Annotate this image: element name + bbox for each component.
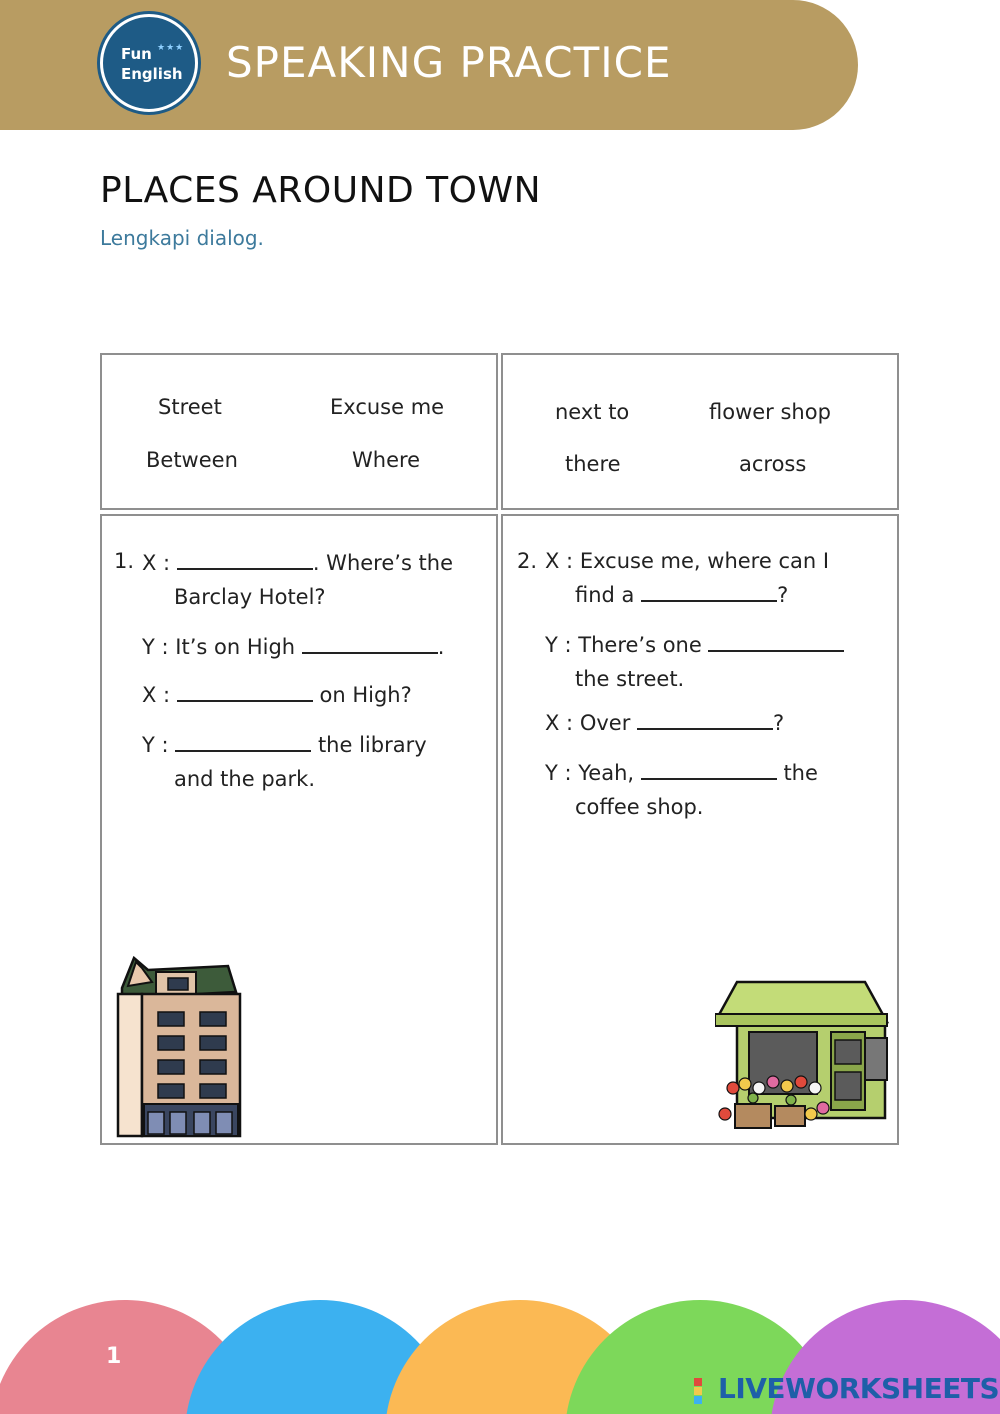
liveworksheets-brand[interactable]: LIVEWORKSHEETS <box>718 1372 1000 1405</box>
logo-text-english: English <box>121 65 183 83</box>
speaker-label: X : <box>545 549 574 573</box>
word-bank-box-1 <box>100 353 498 510</box>
dialog-text: find a <box>575 583 635 607</box>
word-bank-item: Street <box>158 395 222 419</box>
speaker-label: X : <box>545 711 574 735</box>
answer-blank[interactable] <box>302 632 438 654</box>
answer-blank[interactable] <box>641 758 777 780</box>
flower-shop-illustration <box>715 978 893 1140</box>
dialog-text: the street. <box>575 667 685 691</box>
dialog-text: Over <box>579 711 631 735</box>
dialog-line <box>142 678 412 712</box>
page-title: PLACES AROUND TOWN <box>100 170 542 211</box>
word-bank-item: next to <box>555 400 630 424</box>
dialog-line <box>142 546 453 580</box>
dialog-box-1 <box>100 514 498 1145</box>
dialog-number: 2. <box>517 549 538 573</box>
hotel-building-illustration <box>112 954 244 1140</box>
dialog-text: Yeah, <box>578 761 635 785</box>
dialog-line <box>545 756 818 790</box>
instruction-text: Lengkapi dialog. <box>100 226 264 250</box>
speaker-label: Y : <box>545 633 572 657</box>
dialog-line <box>575 578 788 612</box>
speaker-label: Y : <box>142 733 169 757</box>
dialog-text: It’s on High <box>175 635 296 659</box>
dialog-text: . Where’s the <box>312 551 454 575</box>
logo-stars-icon: ★★★ <box>157 43 185 53</box>
speaker-label: Y : <box>142 635 169 659</box>
answer-blank[interactable] <box>177 680 313 702</box>
dialog-text: the <box>783 761 818 785</box>
word-bank-item: Where <box>352 448 421 472</box>
answer-blank[interactable] <box>708 630 844 652</box>
dialog-box-2 <box>501 514 899 1145</box>
word-bank-item: flower shop <box>709 400 831 424</box>
dialog-line <box>142 728 427 762</box>
dialog-text: There’s one <box>578 633 702 657</box>
word-bank-item: across <box>739 452 807 476</box>
fun-english-logo <box>100 14 198 112</box>
logo-text-fun: Fun <box>121 45 152 63</box>
page-number: 1 <box>106 1344 122 1369</box>
liveworksheets-logo-icon <box>694 1378 712 1404</box>
dialog-text: coffee shop. <box>575 795 704 819</box>
answer-blank[interactable] <box>177 548 313 570</box>
dialog-text: the library <box>317 733 427 757</box>
dialog-text: and the park. <box>174 767 315 791</box>
dialog-line <box>545 628 844 662</box>
speaker-label: X : <box>142 551 171 575</box>
word-bank-box-2 <box>501 353 899 510</box>
word-bank-item: Between <box>146 448 238 472</box>
word-bank-item: there <box>565 452 621 476</box>
dialog-text: on High? <box>319 683 412 707</box>
answer-blank[interactable] <box>175 730 311 752</box>
answer-blank[interactable] <box>637 708 773 730</box>
speaker-label: X : <box>142 683 171 707</box>
dialog-line <box>142 630 444 664</box>
dialog-text: Excuse me, where can I <box>579 549 830 573</box>
dialog-text: . <box>437 635 445 659</box>
banner-title: SPEAKING PRACTICE <box>226 38 672 87</box>
speaker-label: Y : <box>545 761 572 785</box>
answer-blank[interactable] <box>641 580 777 602</box>
dialog-line <box>545 544 829 578</box>
dialog-text: ? <box>773 711 785 735</box>
dialog-line <box>545 706 784 740</box>
word-bank-item: Excuse me <box>330 395 445 419</box>
dialog-text: Barclay Hotel? <box>174 585 326 609</box>
dialog-number: 1. <box>114 549 135 573</box>
dialog-text: ? <box>777 583 789 607</box>
